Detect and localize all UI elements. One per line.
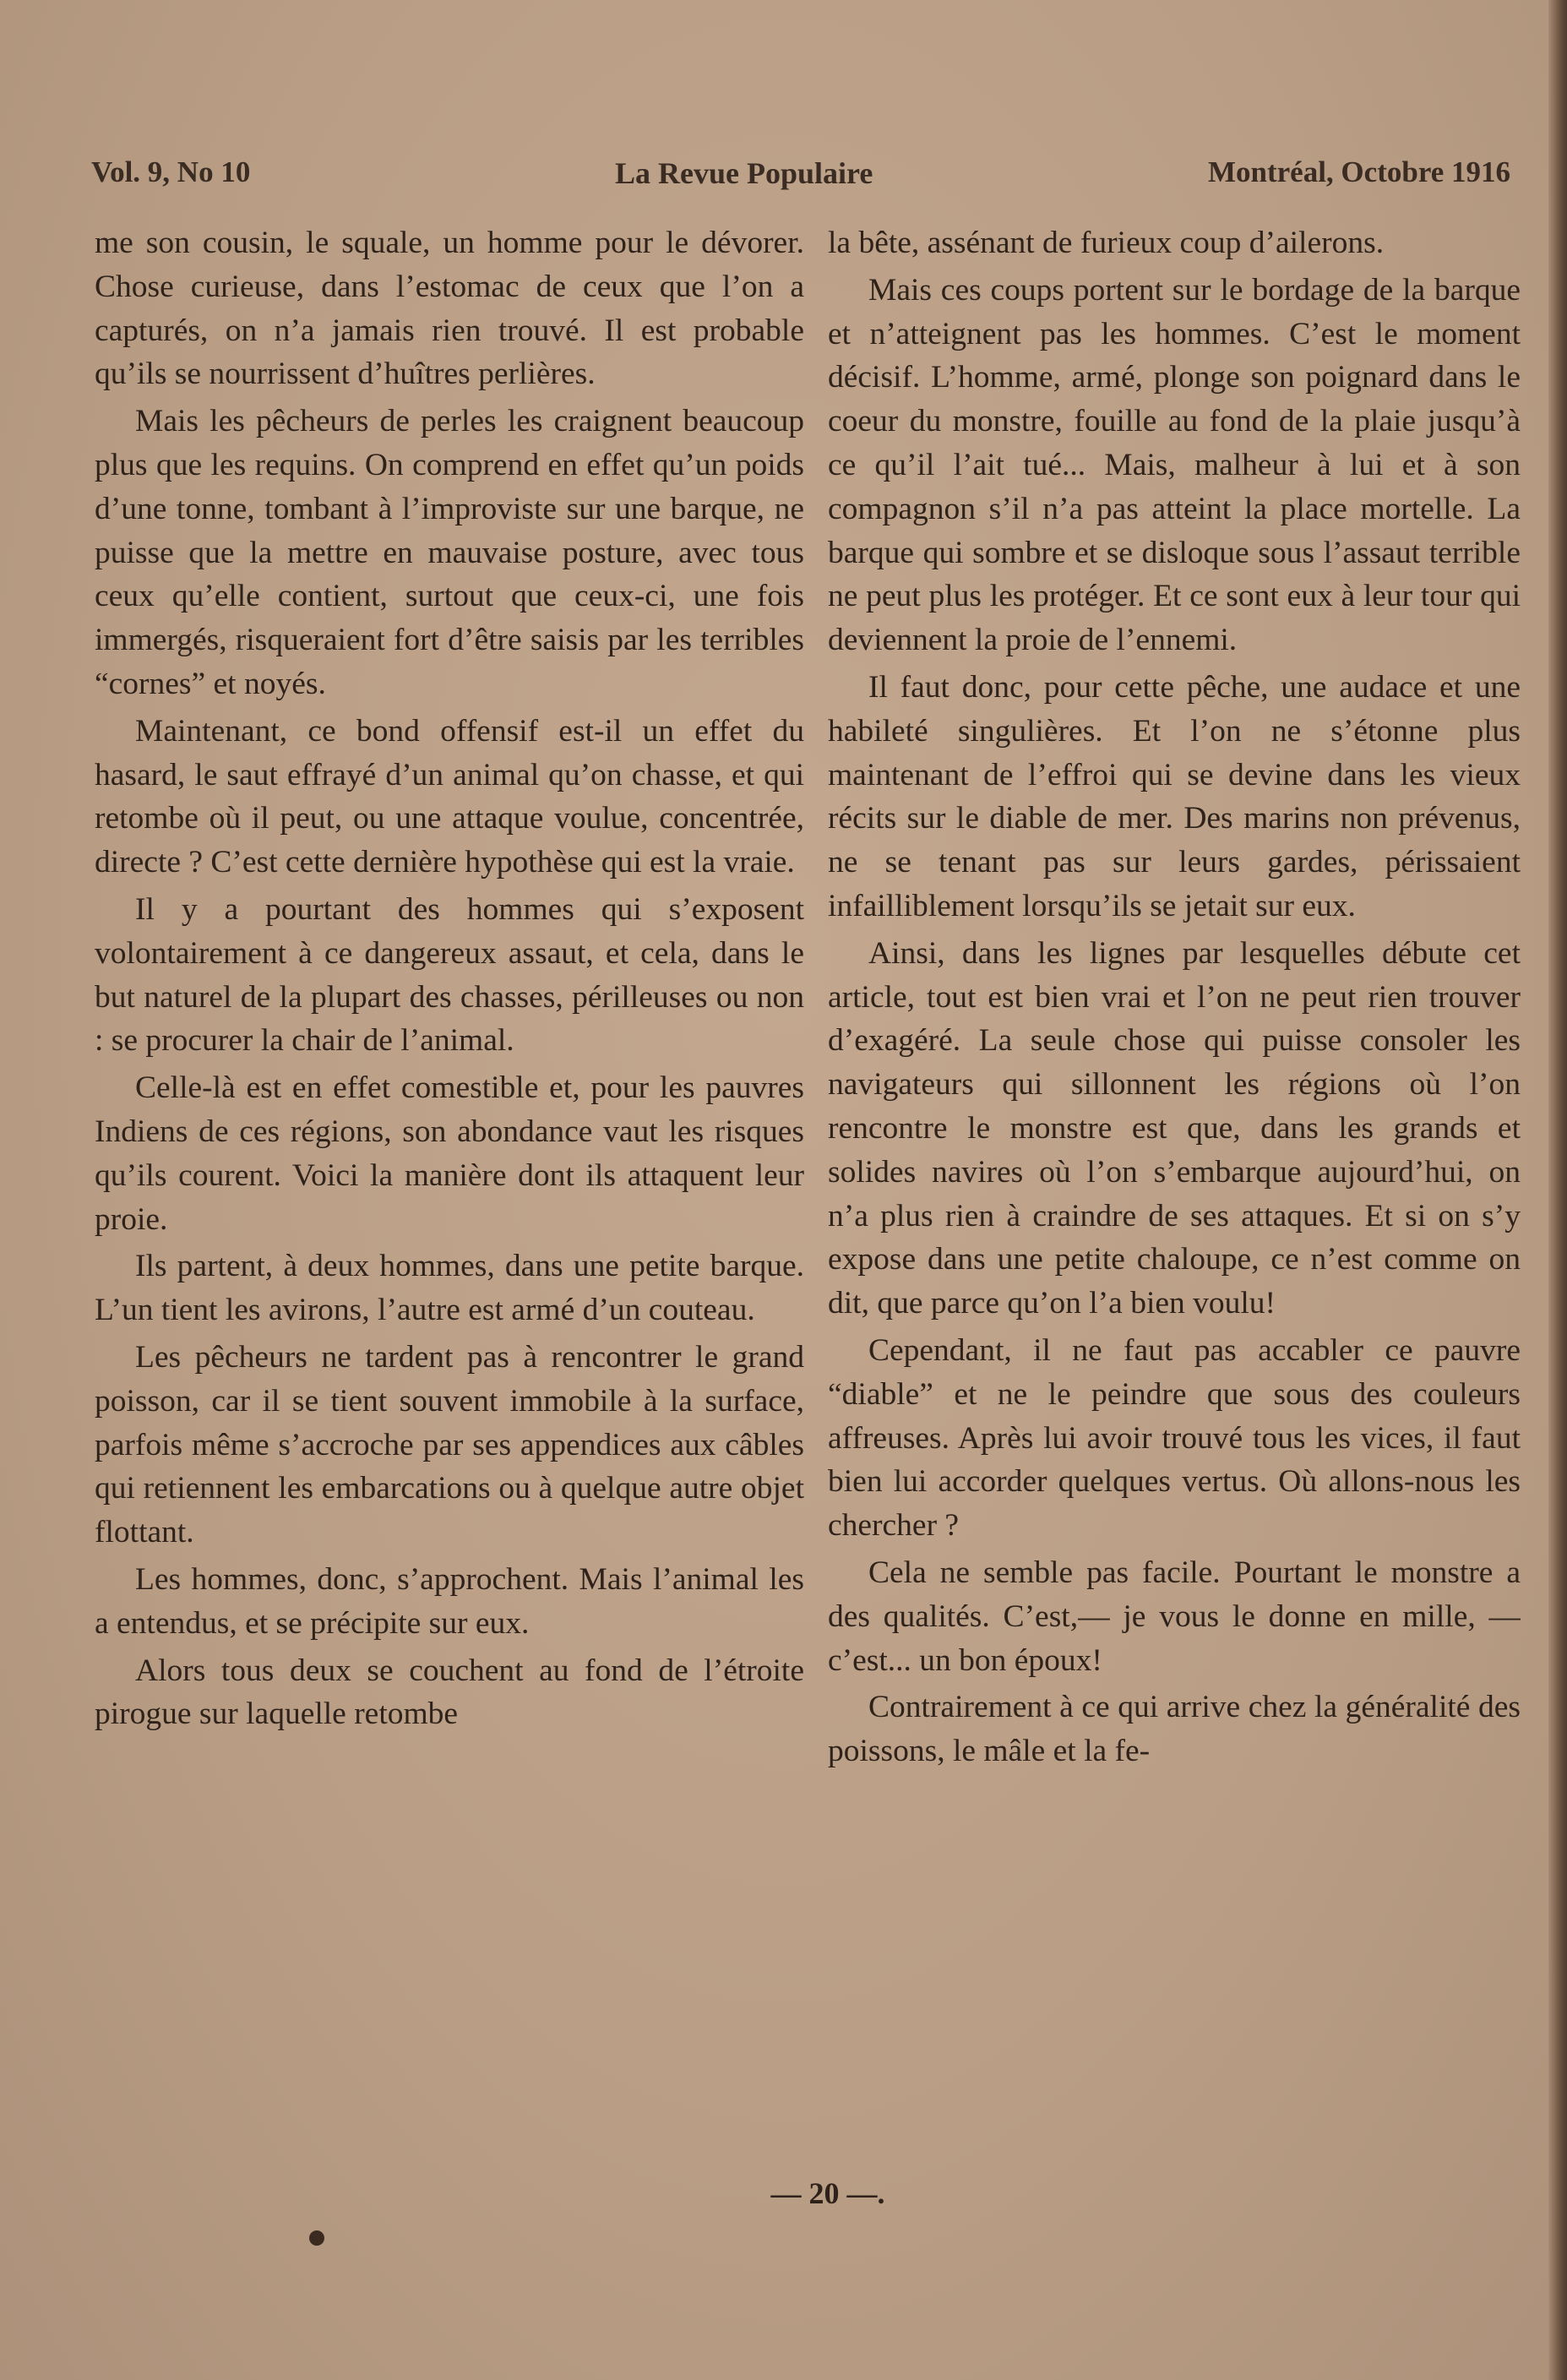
volume-number: Vol. 9, No 10 xyxy=(91,155,251,188)
left-column xyxy=(95,221,804,2165)
paragraph: Ils partent, à deux hommes, dans une petite barque. L’un tient les avirons, l’autre est armé d’un couteau. xyxy=(95,1249,804,1328)
paragraph: Les hommes, donc, s’approchent. Mais l’animal les a entendus, et se précipite sur eux. xyxy=(95,1561,804,1641)
paragraph: Il y a pourtant des hommes qui s’exposent volontairement à ce dangereux assaut, et cela, dans le but naturel de la plupart des chasses, périlleuses ou non : se procurer la chair de l’animal. xyxy=(95,891,804,1059)
paragraph: Ainsi, dans les lignes par lesquelles débute cet article, tout est bien vrai et l’on ne peut rien trouver d’exagéré. La seule chose qui puisse consoler les navigateurs qui sillonnent les régions où l’on rencontre le monstre est que, dans les grands et solides navires où l’on s’embarque aujourd’hui, on n’a plus rien à craindre de ses attaques. Et si on s’y expose dans une petite chaloupe, ce n’est comme on dit, que parce qu’on l’a bien voulu! xyxy=(828,935,1521,1321)
right-column xyxy=(828,221,1521,2165)
paragraph: Il faut donc, pour cette pêche, une audace et une habileté singulières. Et l’on ne s’étonne plus maintenant de l’effroi qui se devine dans les vieux récits sur le diable de mer. Des marins non prévenus, ne se tenant pas sur leurs gardes, périssaient infailliblement lorsqu’ils se jetait sur eux. xyxy=(828,669,1521,923)
paragraph: Mais ces coups portent sur le bordage de la barque et n’atteignent pas les hommes. C’est le moment décisif. L’homme, armé, plonge son poignard dans le coeur du monstre, fouille au fond de la plaie jusqu’à ce qu’il l’ait tué... Mais, malheur à lui et à son compagnon s’il n’a pas atteint la place mortelle. La barque qui sombre et se disloque sous l’assaut terrible ne peut plus les protéger. Et ce sont eux à leur tour qui deviennent la proie de l’ennemi. xyxy=(828,272,1521,658)
paragraph: Les pêcheurs ne tardent pas à rencontrer le grand poisson, car il se tient souvent immobile à la surface, parfois même s’accroche par ses appendices aux câbles qui retiennent les embarcations ou à quelque autre objet flottant. xyxy=(95,1339,804,1550)
running-header xyxy=(91,155,1510,198)
paragraph: Contrairement à ce qui arrive chez la généralité des poissons, le mâle et la fe- xyxy=(828,1690,1521,1769)
place-and-date: Montréal, Octobre 1916 xyxy=(1207,155,1510,188)
paragraph: Mais les pêcheurs de perles les craignent beaucoup plus que les requins. On comprend en effet qu’un poids d’une tonne, tombant à l’improviste sur une barque, ne puisse que la mettre en mauvaise posture, avec tous ceux qu’elle contient, surtout que ceux-ci, une fois immergés, risqueraient fort d’être saisis par les terribles “cornes” et noyés. xyxy=(95,404,804,701)
paragraph: Maintenant, ce bond offensif est-il un effet du hasard, le saut effrayé d’un animal qu’on chasse, et qui retombe où il peut, ou une attaque voulue, concentrée, directe ? C’est cette dernière hypothèse qui est la vraie. xyxy=(95,713,804,880)
paragraph: Cela ne semble pas facile. Pourtant le monstre a des qualités. C’est,— je vous le donne en mille, — c’est... un bon époux! xyxy=(828,1555,1521,1678)
paragraph: Cependant, il ne faut pas accabler ce pauvre “diable” et ne le peindre que sous des couleurs affreuses. Après lui avoir trouvé tous les vices, il faut bien lui accorder quelques vertus. Où allons-nous les chercher ? xyxy=(828,1332,1521,1544)
paragraph: me son cousin, le squale, un homme pour le dévorer. Chose curieuse, dans l’estomac de ceux que l’on a capturés, on n’a jamais rien trouvé. Il est probable qu’ils se nourrissent d’huîtres perlières. xyxy=(95,226,804,392)
paragraph: Alors tous deux se couchent au fond de l’étroite pirogue sur laquelle retombe xyxy=(95,1653,804,1732)
paragraph: Celle-là est en effet comestible et, pour les pauvres Indiens de ces régions, son abondance vaut les risques qu’ils courent. Voici la manière dont ils attaquent leur proie. xyxy=(95,1070,804,1237)
publication-title: La Revue Populaire xyxy=(615,156,873,190)
paragraph: la bête, assénant de furieux coup d’ailerons. xyxy=(828,226,1385,260)
page-number: — 20 —. xyxy=(770,2176,885,2210)
ink-spot xyxy=(309,2230,324,2246)
page-edge-shadow xyxy=(1548,0,1567,2380)
